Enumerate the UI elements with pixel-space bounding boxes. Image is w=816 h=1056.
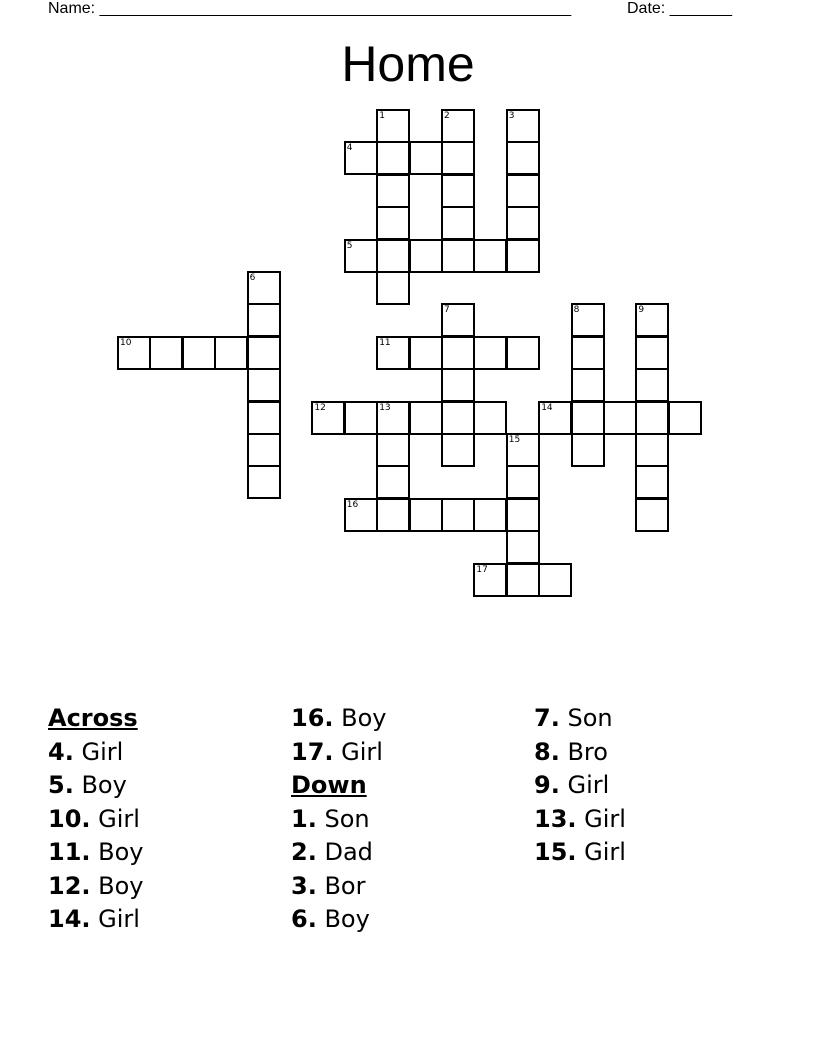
clue-number: 5 <box>346 240 353 251</box>
clue-item-text: Bor <box>324 871 366 900</box>
clue-item <box>48 736 278 770</box>
page-title: Home <box>341 36 475 92</box>
clue-item-number: 10. <box>48 804 91 833</box>
clue-item-number: 6. <box>291 905 317 933</box>
crossword-cell[interactable] <box>635 336 669 370</box>
crossword-cell[interactable] <box>376 401 410 435</box>
crossword-cell[interactable] <box>182 336 216 370</box>
name-field-label: Name: _____________________________________________________ <box>48 0 572 17</box>
clue-item-number: 15. <box>534 838 577 866</box>
crossword-cell[interactable] <box>441 336 475 370</box>
crossword-cell[interactable] <box>473 563 507 597</box>
clue-item-number: 17. <box>291 737 334 766</box>
crossword-cell[interactable] <box>441 174 475 208</box>
crossword-cell[interactable] <box>506 530 540 564</box>
crossword-cell[interactable] <box>441 239 475 273</box>
crossword-cell[interactable] <box>506 141 540 175</box>
crossword-cell[interactable] <box>635 401 669 435</box>
clue-column-3 <box>534 702 764 870</box>
crossword-cell[interactable] <box>376 433 410 467</box>
crossword-cell[interactable] <box>409 141 443 175</box>
clue-item <box>291 903 521 937</box>
crossword-cell[interactable] <box>571 336 605 370</box>
crossword-cell[interactable] <box>409 401 443 435</box>
clue-number: 13 <box>379 402 391 413</box>
clue-item-number: 13. <box>534 804 577 833</box>
crossword-cell[interactable] <box>344 401 378 435</box>
crossword-cell[interactable] <box>506 174 540 208</box>
clue-item <box>291 803 521 837</box>
clue-item-text: Boy <box>341 704 387 732</box>
crossword-cell[interactable] <box>603 401 637 435</box>
crossword-cell[interactable] <box>473 401 507 435</box>
crossword-cell[interactable] <box>409 336 443 370</box>
crossword-cell[interactable] <box>441 206 475 240</box>
clue-item <box>534 836 764 870</box>
crossword-cell[interactable] <box>376 336 410 370</box>
crossword-cell[interactable] <box>635 498 669 532</box>
crossword-cell[interactable] <box>376 465 410 499</box>
clue-item <box>534 736 764 770</box>
clue-item-text: Bro <box>567 737 608 766</box>
clue-item <box>291 702 521 736</box>
clue-item-text: Boy <box>81 771 127 799</box>
crossword-cell[interactable] <box>538 401 572 435</box>
crossword-cell[interactable] <box>149 336 183 370</box>
clue-item <box>534 769 764 803</box>
clue-item-number: 2. <box>291 838 317 866</box>
crossword-cell[interactable] <box>506 239 540 273</box>
crossword-cell[interactable] <box>635 465 669 499</box>
crossword-cell[interactable] <box>441 401 475 435</box>
crossword-cell[interactable] <box>441 498 475 532</box>
clue-number: 6 <box>249 273 256 283</box>
clue-item-text: Girl <box>584 838 626 866</box>
crossword-cell[interactable] <box>571 401 605 435</box>
clue-item-text: Girl <box>584 804 626 833</box>
crossword-cell[interactable] <box>247 303 281 337</box>
clue-item-number: 14. <box>48 905 91 933</box>
clue-item-text: Boy <box>98 871 144 900</box>
clue-item <box>48 903 278 937</box>
clue-number: 1 <box>379 111 385 121</box>
crossword-cell[interactable] <box>247 433 281 467</box>
clue-item-number: 11. <box>48 838 91 866</box>
clue-item <box>48 870 278 904</box>
clue-item-text: Dad <box>324 838 373 866</box>
clue-item-text: Son <box>567 704 613 732</box>
clue-column-1 <box>48 702 278 937</box>
crossword-cell[interactable] <box>441 433 475 467</box>
crossword-cell[interactable] <box>441 109 475 143</box>
crossword-cell[interactable] <box>571 303 605 337</box>
clue-number: 15 <box>508 435 521 445</box>
crossword-cell[interactable] <box>441 303 475 337</box>
crossword-cell[interactable] <box>409 498 443 532</box>
crossword-cell[interactable] <box>668 401 702 435</box>
crossword-cell[interactable] <box>506 563 540 597</box>
crossword-cell[interactable] <box>344 498 378 532</box>
clue-item-number: 12. <box>48 871 91 900</box>
clue-number: 2 <box>444 111 450 121</box>
crossword-cell[interactable] <box>506 498 540 532</box>
clue-number: 8 <box>573 305 580 316</box>
clue-item-text: Girl <box>98 905 140 933</box>
crossword-cell[interactable] <box>441 141 475 175</box>
clue-item <box>534 702 764 736</box>
clue-item-text: Boy <box>98 838 144 866</box>
clue-item <box>291 736 521 770</box>
down-heading: Down <box>291 771 367 799</box>
crossword-cell[interactable] <box>247 401 281 435</box>
clue-item <box>291 836 521 870</box>
date-field-label: Date: _______ <box>627 0 732 17</box>
clue-item-number: 7. <box>534 704 560 732</box>
clue-item-text: Girl <box>567 771 610 799</box>
crossword-cell[interactable] <box>473 336 507 370</box>
clue-item-number: 1. <box>291 804 317 833</box>
crossword-cell[interactable] <box>247 271 281 305</box>
clue-item-number: 8. <box>534 737 560 766</box>
crossword-cell[interactable] <box>376 239 410 273</box>
clue-item-number: 3. <box>291 871 317 900</box>
crossword-cell[interactable] <box>506 433 540 467</box>
crossword-cell[interactable] <box>376 206 410 240</box>
crossword-cell[interactable] <box>441 368 475 402</box>
clue-number: 14 <box>541 402 553 413</box>
crossword-cell[interactable] <box>117 336 151 370</box>
crossword-cell[interactable] <box>506 336 540 370</box>
crossword-cell[interactable] <box>376 109 410 143</box>
crossword-cell[interactable] <box>538 563 572 597</box>
clue-item-text: Girl <box>98 804 140 833</box>
crossword-cell[interactable] <box>473 239 507 273</box>
crossword-cell[interactable] <box>506 465 540 499</box>
crossword-cell[interactable] <box>247 465 281 499</box>
crossword-cell[interactable] <box>506 109 540 143</box>
crossword-cell[interactable] <box>247 336 281 370</box>
clue-number: 11 <box>379 337 391 348</box>
crossword-cell[interactable] <box>409 239 443 273</box>
crossword-cell[interactable] <box>506 206 540 240</box>
across-heading: Across <box>48 704 138 732</box>
crossword-cell[interactable] <box>376 271 410 305</box>
crossword-cell[interactable] <box>376 174 410 208</box>
clue-item-text: Boy <box>324 905 370 933</box>
crossword-cell[interactable] <box>635 433 669 467</box>
crossword-cell[interactable] <box>571 433 605 467</box>
crossword-cell[interactable] <box>376 498 410 532</box>
clue-item <box>48 769 278 803</box>
clue-column-2 <box>291 702 521 937</box>
crossword-cell[interactable] <box>376 141 410 175</box>
crossword-cell[interactable] <box>247 368 281 402</box>
clue-number: 3 <box>508 111 515 121</box>
crossword-cell[interactable] <box>214 336 248 370</box>
clue-item-number: 5. <box>48 771 74 799</box>
clue-number: 7 <box>444 305 450 316</box>
clue-number: 16 <box>346 499 359 510</box>
clue-item <box>291 870 521 904</box>
clue-item-text: Girl <box>341 737 383 766</box>
crossword-cell[interactable] <box>635 303 669 337</box>
crossword-cell[interactable] <box>571 368 605 402</box>
clue-item <box>534 803 764 837</box>
clue-item <box>48 803 278 837</box>
clue-item-number: 9. <box>534 771 560 799</box>
clue-number: 12 <box>314 402 326 413</box>
clue-item-number: 16. <box>291 704 334 732</box>
clue-number: 10 <box>120 337 132 348</box>
crossword-cell[interactable] <box>344 141 378 175</box>
clue-item-text: Son <box>324 804 370 833</box>
clue-number: 4 <box>346 143 353 154</box>
crossword-cell[interactable] <box>473 498 507 532</box>
clue-number: 9 <box>638 305 645 316</box>
crossword-cell[interactable] <box>635 368 669 402</box>
clue-number: 17 <box>476 564 488 575</box>
crossword-cell[interactable] <box>311 401 345 435</box>
clue-item-number: 4. <box>48 737 74 766</box>
clue-item <box>48 836 278 870</box>
crossword-cell[interactable] <box>344 239 378 273</box>
clue-item-text: Girl <box>81 737 124 766</box>
